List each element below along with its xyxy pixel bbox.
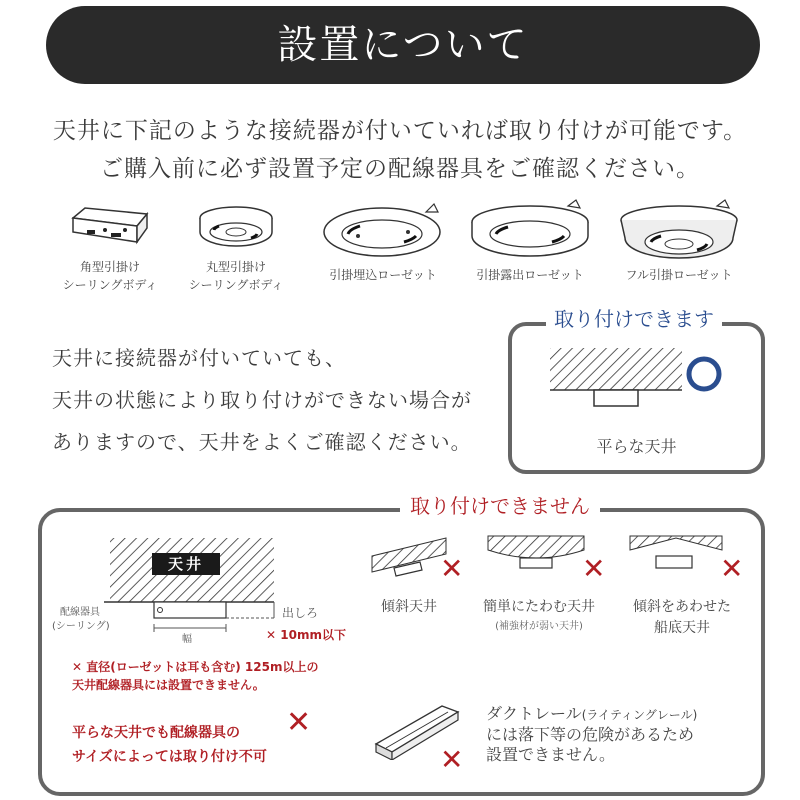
device-label-2: (シーリング) bbox=[52, 621, 110, 632]
fixture-embedded-rosette bbox=[316, 198, 450, 284]
fixture-label-1: 角型引掛け bbox=[79, 260, 140, 274]
ok-panel-label: 平らな天井 bbox=[596, 437, 677, 456]
case-sloped-label: 傾斜天井 bbox=[381, 599, 437, 615]
sloped-ceiling-icon bbox=[370, 536, 480, 590]
fixture-label-1: 引掛埋込ローゼット bbox=[329, 268, 437, 282]
x-icon: ✕ bbox=[440, 552, 464, 585]
x-icon: ✕ bbox=[286, 705, 312, 740]
diameter-note-1: ✕ 直径(ローゼットは耳も含む) 125m以上の bbox=[72, 660, 319, 674]
embedded-rosette-icon bbox=[318, 198, 448, 266]
fixture-label-1: 丸型引掛け bbox=[205, 260, 266, 274]
fixture-label-2: シーリングボディ bbox=[188, 278, 284, 292]
intro-line-2: ご購入前に必ず設置予定の配線器具をご確認ください。 bbox=[100, 156, 700, 182]
flat-note-1: 平らな天井でも配線器具の bbox=[72, 725, 240, 741]
ok-circle-icon bbox=[689, 359, 719, 389]
fixture-size-diagram bbox=[104, 536, 284, 636]
round-ceiling-body-icon bbox=[191, 200, 281, 258]
note-line-2: 天井の状態により取り付けができない場合が bbox=[52, 388, 472, 412]
case-boat-label-1: 傾斜をあわせた bbox=[633, 599, 731, 615]
x-icon: ✕ bbox=[582, 552, 606, 585]
fixture-label-1: 引掛露出ローゼット bbox=[476, 268, 584, 282]
x-icon: ✕ bbox=[266, 628, 277, 642]
title-banner bbox=[46, 6, 760, 84]
flat-note-2: サイズによっては取り付け不可 bbox=[72, 749, 267, 765]
x-icon: ✕ bbox=[72, 660, 83, 674]
exposed-rosette-icon bbox=[464, 198, 596, 266]
fixture-label-2: シーリングボディ bbox=[62, 278, 158, 292]
protrusion-limit: ✕ 10mm以下 bbox=[266, 628, 346, 642]
ok-panel-title: 取り付けできます bbox=[546, 303, 722, 332]
flat-ceiling-diagram bbox=[540, 346, 740, 418]
full-rosette-icon bbox=[613, 198, 745, 266]
case-sagging-sub: (補強材が弱い天井) bbox=[495, 621, 583, 632]
ng-panel-title: 取り付けできません bbox=[400, 490, 600, 519]
case-sagging-label: 簡単にたわむ天井 bbox=[483, 599, 595, 615]
case-boat-label-2: 船底天井 bbox=[654, 620, 710, 636]
fixture-label-1: フル引掛ローゼット bbox=[625, 268, 733, 282]
note-line-1: 天井に接続器が付いていても、 bbox=[52, 346, 346, 370]
x-icon: ✕ bbox=[440, 743, 464, 776]
fixture-round-ceiling-body bbox=[184, 200, 288, 294]
page-title: 設置について bbox=[277, 22, 529, 68]
intro-line-1: 天井に下記のような接続器が付いていれば取り付けが可能です。 bbox=[52, 118, 748, 144]
diameter-note-2: 天井配線器具には設置できません。 bbox=[72, 678, 265, 692]
x-icon: ✕ bbox=[720, 552, 744, 585]
sagging-ceiling-icon bbox=[484, 534, 594, 574]
duct-rail-note: ダクトレール(ライティングレール) には落下等の危険があるため 設置できません。 bbox=[486, 704, 698, 764]
width-label: 幅 bbox=[182, 634, 192, 645]
protrusion-label: 出しろ bbox=[282, 606, 319, 620]
square-ceiling-body-icon bbox=[65, 200, 155, 258]
device-label-1: 配線器具 bbox=[60, 607, 100, 618]
note-line-3: ありますので、天井をよくご確認ください。 bbox=[52, 430, 472, 454]
fixture-full-rosette bbox=[606, 198, 752, 284]
ceiling-tag: 天井 bbox=[152, 553, 220, 575]
fixture-square-ceiling-body bbox=[62, 200, 158, 294]
fixture-exposed-rosette bbox=[462, 198, 598, 284]
